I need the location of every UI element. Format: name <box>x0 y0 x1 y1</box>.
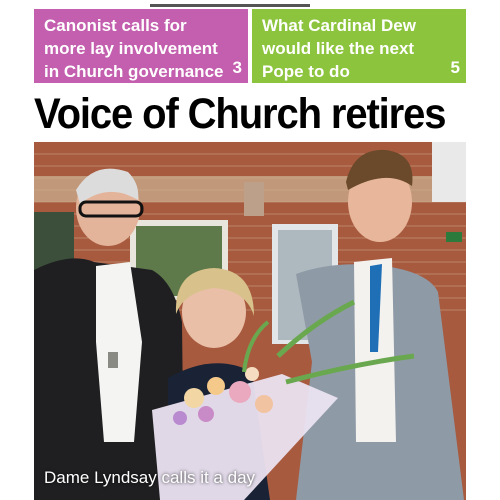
teaser-canonist[interactable] <box>34 9 248 83</box>
main-photo <box>34 142 466 500</box>
photo-illustration <box>34 142 466 500</box>
teaser-cardinal-dew[interactable] <box>252 9 466 83</box>
main-headline: Voice of Church retires <box>34 90 446 138</box>
teaser-headline: What Cardinal Dew would like the next Pope to do <box>262 16 416 81</box>
teaser-headline: Canonist calls for more lay involvement in Church governance <box>44 16 224 81</box>
top-cut-text-strip <box>0 0 500 9</box>
teaser-page-number: 3 <box>232 58 242 77</box>
photo-caption: Dame Lyndsay calls it a day <box>44 468 256 487</box>
teaser-page-number: 5 <box>450 58 460 77</box>
